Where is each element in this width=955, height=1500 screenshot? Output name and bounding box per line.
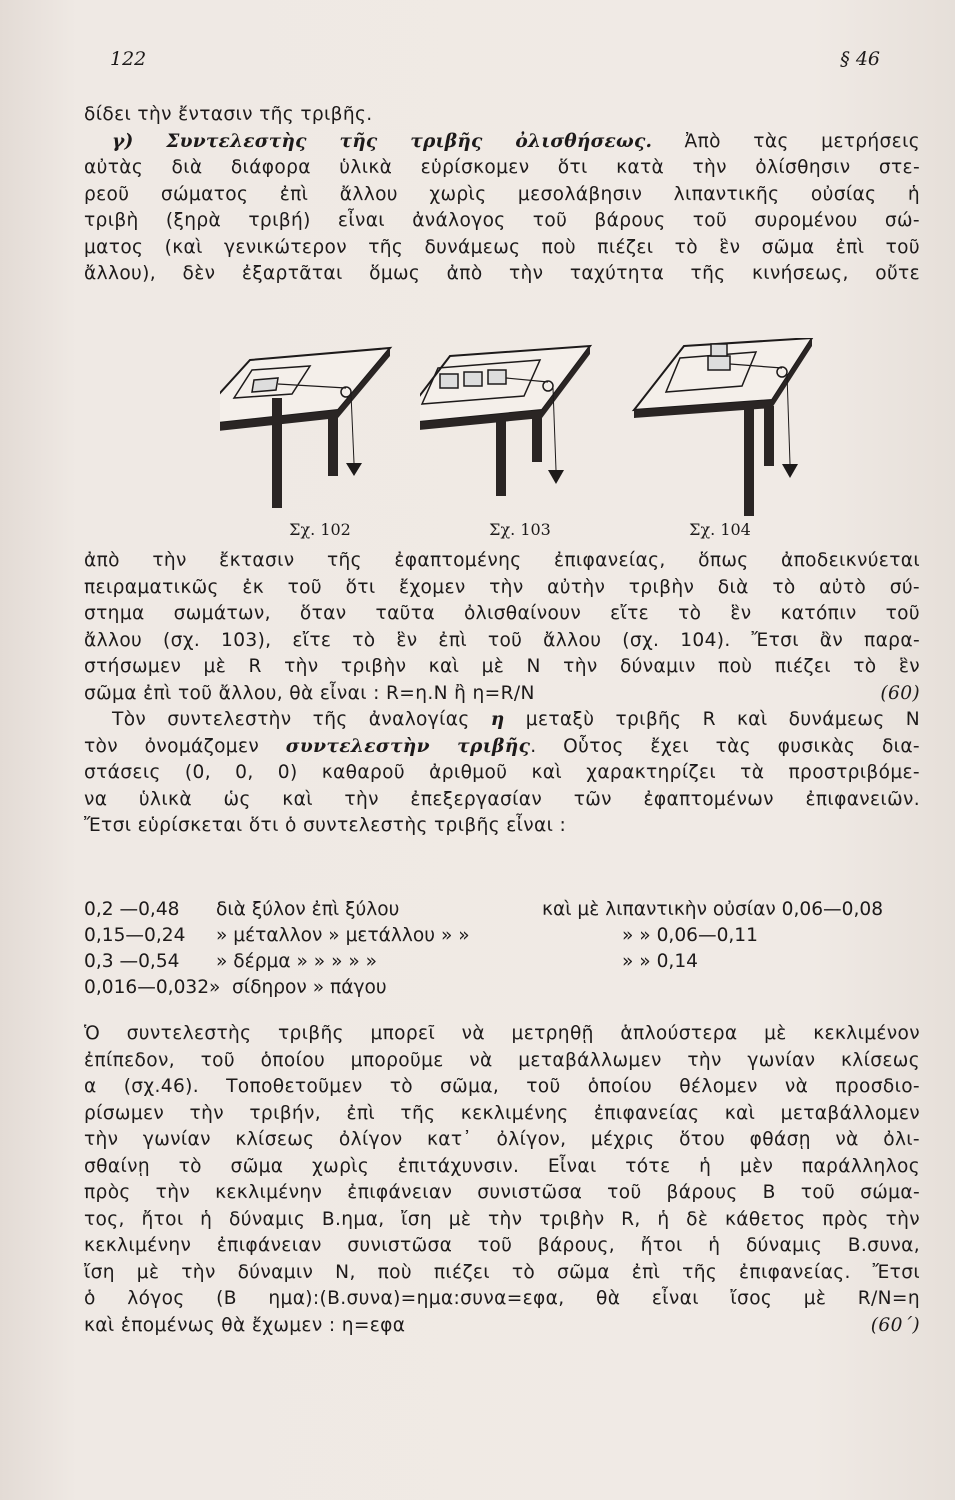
text-line: ρεοῦ σώματος ἐπὶ ἄλλου χωρὶς μεσολάβησιν λιπαντικῆς οὐσίας ἡ (84, 183, 920, 205)
table-row (84, 897, 920, 923)
table-row (84, 949, 920, 975)
text-line: να ὑλικὰ ὡς καὶ τὴν ἐπεξεργασίαν τῶν ἐφαπτομένων ἐπιφανειῶν. (84, 788, 920, 810)
text-line: ἄλλου), δὲν ἐξαρτᾶται ὅμως ἀπὸ τὴν ταχύτητα τῆς κινήσεως, οὔτε (84, 263, 920, 284)
defined-term: συντελεστὴν τριβῆς (285, 735, 531, 757)
text-line: στάσεις (0, 0, 0) καθαροῦ ἀριθμοῦ καὶ χαρακτηρίζει τὰ προστριβόμε- (84, 762, 920, 783)
equation-line-60-prime (84, 1313, 920, 1340)
text-line: δίδει τὴν ἔντασιν τῆς τριβῆς. (84, 104, 373, 125)
text-line: Ἔτσι εὑρίσκεται ὅτι ὁ συντελεστὴς τριβῆς εἶναι : (84, 815, 567, 836)
text-line: τριβὴ (ξηρὰ τριβή) εἶναι ἀνάλογος τοῦ βάρους τοῦ συρομένου σώ- (84, 210, 920, 231)
text-span: μεταξὺ τριβῆς R καὶ δυνάμεως N (504, 709, 920, 730)
coefficient-range: 0,3 —0,54 (84, 951, 180, 972)
figure-caption: Σχ. 104 (689, 520, 751, 539)
lubricated-value: » » 0,06—0,11 (622, 925, 758, 946)
figure-caption: Σχ. 102 (289, 520, 351, 539)
subsection-label: γ) Συντελεστὴς τῆς τριβῆς ὀλισθήσεως. (112, 130, 653, 152)
text-line: στημα σωμάτων, ὅταν ταῦτα ὀλισθαίνουν εἴτε τὸ ἓν κατόπιν τοῦ (84, 603, 920, 624)
text-block-middle (84, 548, 920, 840)
text-line: ἀπὸ τὴν ἔκτασιν τῆς ἐφαπτομένης ἐπιφανείας, ὅπως ἀποδεικνύεται (84, 550, 920, 571)
text-line: πειραματικῶς ἐκ τοῦ ὅτι ἔχομεν τὴν αὐτὴν τριβὴν διὰ τὸ αὐτὸ σύ- (84, 576, 920, 598)
equation-text: καὶ ἑπομένως θὰ ἔχωμεν : η=εφα (84, 1314, 406, 1336)
text-line: κεκλιμένην ἐπιφάνειαν συνιστῶσα τοῦ βάρους, ἤτοι ἡ δύναμις B.συνα, (84, 1235, 920, 1256)
table-row (84, 923, 920, 949)
material-pair: διὰ ξύλον ἐπὶ ξύλου (216, 899, 400, 920)
coefficient-range: 0,2 —0,48 (84, 899, 180, 920)
material-pair: σίδηρον » πάγου (232, 977, 387, 998)
equation-number: (60΄) (870, 1314, 920, 1336)
text-span: τὸν ὀνομάζομεν (84, 735, 286, 757)
lubricated-value: » » 0,14 (622, 951, 698, 972)
text-line: ἴση μὲ τὴν δύναμιν N, ποὺ πιέζει τὸ σῶμα ἐπὶ τῆς ἐπιφανείας. Ἔτσι (84, 1261, 920, 1283)
coefficient-range: 0,15—0,24 (84, 925, 186, 946)
text-line: ἐπίπεδον, τοῦ ὁποίου μποροῦμε νὰ μεταβάλλωμεν τὴν γωνίαν κλίσεως (84, 1049, 920, 1071)
text-span: Ἀπὸ τὰς μετρήσεις (652, 130, 920, 152)
equation-text: σῶμα ἐπὶ τοῦ ἄλλου, θὰ εἶναι : R=η.N ἢ η=R/N (84, 682, 535, 704)
figure-103 (420, 338, 620, 548)
coefficient-range: 0,016—0,032» (84, 977, 221, 998)
figure-caption: Σχ. 103 (489, 520, 551, 539)
table-friction-illustration-chain (420, 338, 620, 518)
text-line: α (σχ.46). Τοποθετοῦμεν τὸ σῶμα, τοῦ ὁποίου θέλομεν νὰ προσδιο- (84, 1076, 920, 1097)
table-row (84, 975, 920, 1001)
material-pair: » μέταλλον » μετάλλου » » (216, 925, 470, 946)
text-line: ματος (καὶ γενικώτερον τῆς δυνάμεως ποὺ πιέζει τὸ ἓν σῶμα ἐπὶ τοῦ (84, 236, 920, 258)
figures-row (150, 338, 850, 548)
equation-number: (60) (880, 682, 920, 704)
table-friction-illustration-single (220, 338, 420, 518)
text-line: Ὁ συντελεστὴς τριβῆς μπορεῖ νὰ μετρηθῇ ἁπλούστερα μὲ κεκλιμένον (84, 1023, 920, 1044)
figure-102 (220, 338, 420, 548)
text-line: τος, ἤτοι ἡ δύναμις B.ημα, ἴση μὲ τὴν τριβὴν R, ἡ δὲ κάθετος πρὸς τὴν (84, 1208, 920, 1230)
text-span: Τὸν συντελεστὴν τῆς ἀναλογίας (112, 709, 491, 730)
material-pair: » δέρμα » » » » » (216, 951, 378, 972)
lubricated-value: καὶ μὲ λιπαντικὴν οὐσίαν 0,06—0,08 (542, 899, 884, 920)
text-line: στήσωμεν μὲ R τὴν τριβὴν καὶ μὲ N τὴν δύναμιν ποὺ πιέζει τὸ ἓν (84, 656, 920, 677)
page-header (110, 48, 880, 74)
text-line: αὐτὰς διὰ διάφορα ὑλικὰ εὑρίσκομεν ὅτι κατὰ τὴν ὀλίσθησιν στε- (84, 157, 920, 178)
text-line: ὁ λόγος (B ημα):(B.συνα)=ημα:συνα=εφα, θὰ εἶναι ἴσος μὲ R/N=η (84, 1288, 920, 1309)
text-line: ἄλλου (σχ. 103), εἴτε τὸ ἓν ἐπὶ τοῦ ἄλλου (σχ. 104). Ἔτσι ἂν παρα- (84, 629, 920, 651)
equation-line-60 (84, 681, 920, 708)
text-span: . Οὗτος ἔχει τὰς φυσικὰς δια- (530, 735, 920, 757)
text-line: ρίσωμεν τὴν τριβήν, ἐπὶ τῆς κεκλιμένης ἐπιφανείας καὶ μεταβάλλομεν (84, 1102, 920, 1124)
text-line (84, 707, 920, 734)
section-number: § 46 (840, 48, 880, 70)
subsection-heading-line (84, 129, 920, 156)
text-block-top (84, 102, 920, 288)
text-line: τὴν γωνίαν κλίσεως ὀλίγον κατ᾽ ὀλίγον, μέχρις ὅτου φθάσῃ νὰ ὀλι- (84, 1129, 920, 1150)
friction-coefficient-table (84, 897, 920, 1001)
eta-symbol: η (490, 709, 505, 730)
text-line: σθαίνῃ τὸ σῶμα χωρὶς ἐπιτάχυνσιν. Εἶναι τότε ἡ μὲν παράλληλος (84, 1155, 920, 1177)
page-number: 122 (110, 48, 147, 70)
text-line (84, 734, 920, 761)
figure-104 (620, 338, 820, 548)
text-line: πρὸς τὴν κεκλιμένην ἐπιφάνειαν συνιστῶσα τοῦ βάρους B τοῦ σώμα- (84, 1182, 920, 1203)
text-block-bottom (84, 1021, 920, 1339)
table-friction-illustration-stacked (620, 338, 820, 518)
